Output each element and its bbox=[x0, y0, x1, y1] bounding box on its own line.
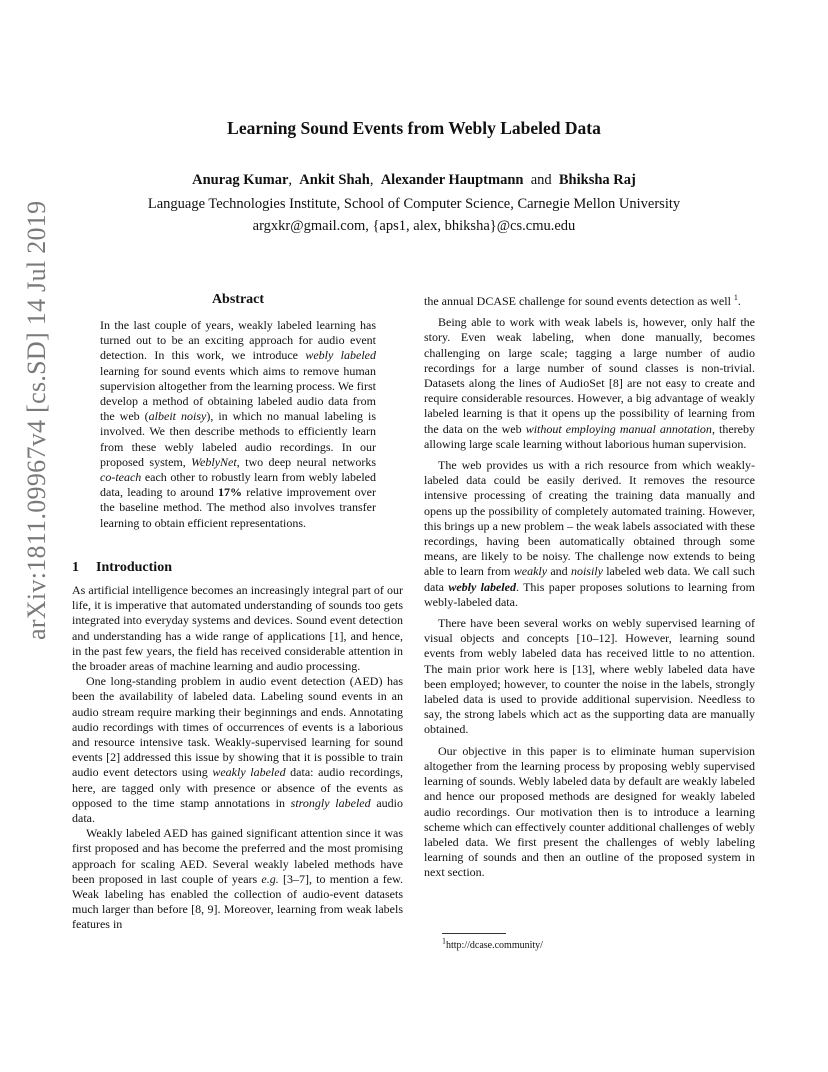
author-separator: , bbox=[288, 172, 293, 188]
paragraph: Our objective in this paper is to eliminate human supervision altogether from the learning process by proposing webly supervised learning of sounds. Webly labeled data by default are weakly labeled and hence our proposed methods are designed for weakly labeled audio recordings. Our motivation then is to introduce a learning scheme which can effectively counter additional challenges of webly labeled data. We first present the challenges of webly labeling learning of sounds and then an outline of the proposed system in next section. bbox=[424, 743, 755, 880]
left-column-body bbox=[72, 583, 403, 933]
paragraph: There have been several works on webly supervised learning of visual objects and concepts [10–12]. However, learning sound events from webly labeled data has received little to no attention. The main prior work here is [13], where webly labeled data have been employed; however, to counter the noise in the labels, strongly labeled data is used to provide additional supervision. Needless to say, the strong labels which act as the supporting data are manually obtained. bbox=[424, 616, 755, 737]
section-number: 1 bbox=[72, 560, 79, 575]
author-emails: argxkr@gmail.com, {aps1, alex, bhiksha}@cs.cmu.edu bbox=[252, 218, 576, 234]
abstract-paragraph: In the last couple of years, weakly labeled learning has turned out to be an exciting approach for audio event detection. In this work, we introduce webly labeled learning for sound events which aims to remove human supervision altogether from the learning process. We first develop a method of obtaining labeled audio data from the web (albeit noisy), in which no manual labeling is involved. We then describe methods to efficiently learn from these webly labeled audio recordings. In our proposed system, WeblyNet, two deep neural networks co-teach each other to robustly learn from webly labeled data, leading to around 17% relative improvement over the baseline method. The method also involves transfer learning to obtain efficient representations. bbox=[100, 318, 376, 530]
section-heading-introduction bbox=[72, 560, 172, 576]
footnote bbox=[442, 936, 543, 951]
paragraph: As artificial intelligence becomes an increasingly integral part of our life, it is imperative that automated understanding of sounds too gets integrated into everyday systems and devices. Sound event detection and understanding has a wide range of applications [1], and hence, in the past few years, the field has received considerable attention in the broader areas of machine learning and audio processing. bbox=[72, 583, 403, 674]
abstract-heading: Abstract bbox=[211, 292, 265, 307]
arxiv-identifier: arXiv:1811.09967v4 [cs.SD] 14 Jul 2019 bbox=[22, 200, 51, 640]
paragraph: Being able to work with weak labels is, however, only half the story. Even weak labeling, when done manually, becomes challenging on large scale; tagging a large number of audio recordings for a large number of sound classes is non-trivial. Datasets along the lines of AudioSet [8] are not easy to create and require considerable resources. However, a big advantage of weakly labeled learning is that it opens up the possibility of learning from the data on the web without employing manual annotation, thereby allowing large scale learning without laborious human supervision. bbox=[424, 315, 755, 451]
paragraph: One long-standing problem in audio event detection (AED) has been the availability of labeled data. Labeling sound events in an audio stream require marking their beginnings and ends. Annotating audio recordings with times of occurrences of events is a laborious and resource intensive task. Weakly-supervised learning for sound events [2] addressed this issue by showing that it is possible to train audio event detectors using weakly labeled data: audio recordings, here, are tagged only with presence or absence of the events as opposed to the time stamp annotations in strongly labeled audio data. bbox=[72, 674, 403, 826]
author-conjunction: and bbox=[530, 172, 552, 188]
author-name: Bhiksha Raj bbox=[558, 172, 636, 188]
affiliation: Language Technologies Institute, School of Computer Science, Carnegie Mellon University bbox=[147, 196, 681, 212]
right-column-body bbox=[424, 294, 755, 881]
author-list bbox=[0, 172, 828, 189]
author-name: Anurag Kumar bbox=[192, 172, 289, 188]
footnote-marker: 1 bbox=[442, 936, 446, 946]
footnote-rule bbox=[442, 933, 506, 934]
footnote-url[interactable]: http://dcase.community/ bbox=[446, 940, 543, 951]
paper-title: Learning Sound Events from Webly Labeled Data bbox=[227, 118, 601, 138]
paragraph: the annual DCASE challenge for sound events detection as well $^1$. bbox=[424, 293, 741, 308]
section-title: Introduction bbox=[96, 560, 172, 575]
paragraph: The web provides us with a rich resource from which weakly-labeled data could be easily derived. It removes the resource intensive processing of creating the training data manually and opens up the possibility of completely automated training. However, this brings up a new problem – the weak labels associated with these recordings, having been automatically obtained through some means, are likely to be noisy. The challenge now extends to being able to learn from weakly and noisily labeled web data. We call such data webly labeled. This paper proposes solutions to learning from webly-labeled data. bbox=[424, 458, 755, 609]
abstract-body bbox=[100, 318, 376, 531]
author-name: Ankit Shah bbox=[299, 172, 370, 188]
author-separator: , bbox=[369, 172, 374, 188]
footnote-marker: 1 bbox=[733, 293, 738, 302]
paragraph: Weakly labeled AED has gained significant attention since it was first proposed and has become the preferred and the most promising approach for scaling AED. Several weakly labeled methods have been proposed in last couple of years e.g. [3–7], to mention a few. Weak labeling has enabled the collection of audio-event datasets much larger than before [8, 9]. Moreover, learning from weak labels features in bbox=[72, 826, 403, 932]
author-name: Alexander Hauptmann bbox=[380, 172, 524, 188]
